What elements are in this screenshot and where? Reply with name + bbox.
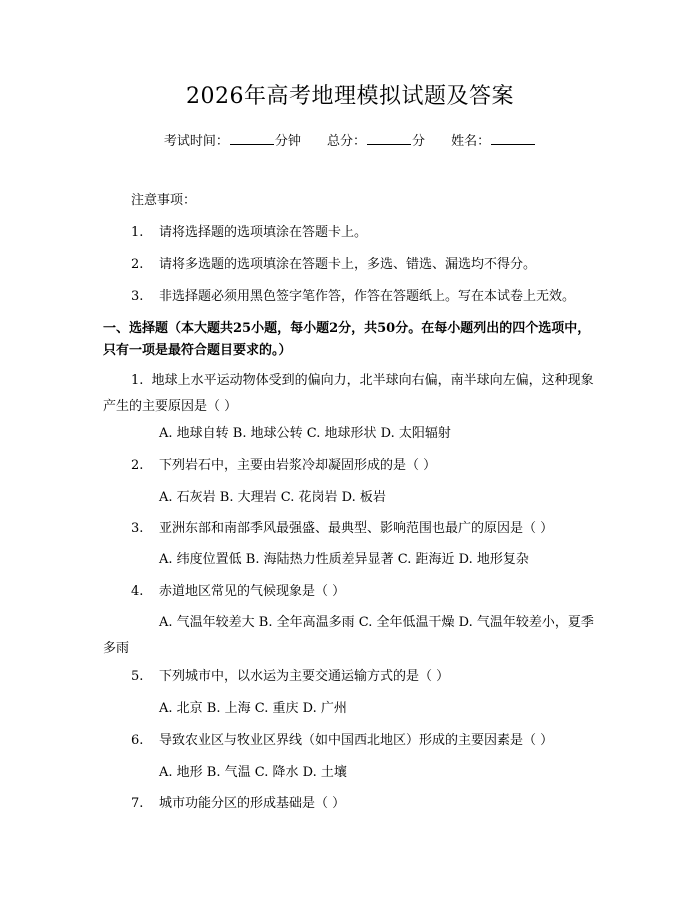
question (131, 668, 449, 686)
exam-meta (0, 132, 700, 151)
notice-heading: 注意事项： (131, 193, 197, 208)
question-number: 7. (131, 796, 144, 811)
notice-item-text: 请将选择题的选项填涂在答题卡上。 (159, 225, 368, 240)
score-unit: 分 (412, 134, 426, 149)
question (131, 520, 553, 538)
section-heading: 一、选择题（本大题共25小题，每小题2分，共50分。在每小题列出的四个选项中，只有一项是最符合题目要求的。） (103, 321, 591, 358)
question-number: 6. (131, 733, 144, 748)
question-stem: 城市功能分区的形成基础是（ ） (159, 796, 346, 811)
question-number: 5. (131, 669, 144, 684)
notice-item-text: 非选择题必须用黑色签字笔作答，作答在答题纸上。写在本试卷上无效。 (159, 289, 576, 304)
notice-item-number: 1. (131, 225, 144, 240)
notice-item (131, 224, 367, 242)
notice-item (131, 288, 575, 306)
question-options (103, 610, 603, 662)
question-options: A. 地形 B. 气温 C. 降水 D. 土壤 (159, 765, 347, 780)
question-number: 4. (131, 584, 144, 599)
question-stem: 地球上水平运动物体受到的偏向力，北半球向右偏，南半球向左偏，这种现象产生的主要原因是（ ） (103, 373, 594, 414)
page-title: 2026年高考地理模拟试题及答案 (186, 84, 514, 109)
question-options: A. 地球自转 B. 地球公转 C. 地球形状 D. 太阳辐射 (159, 426, 451, 441)
time-unit: 分钟 (274, 134, 301, 149)
question-stem: 亚洲东部和南部季风最强盛、最典型、影响范围也最广的原因是（ ） (159, 521, 554, 536)
time-label: 考试时间： (163, 134, 229, 149)
question-options-text: A. 气温年较差大 B. 全年高温多雨 C. 全年低温干燥 D. 气温年较差小，夏季多雨 (103, 615, 594, 656)
question (131, 583, 345, 601)
question-options: A. 北京 B. 上海 C. 重庆 D. 广州 (159, 701, 347, 716)
notice-item-number: 3. (131, 289, 144, 304)
time-blank (230, 132, 274, 145)
question-stem: 下列城市中，以水运为主要交通运输方式的是（ ） (159, 669, 450, 684)
question (131, 457, 436, 475)
question (131, 795, 345, 813)
question-number: 2. (131, 458, 144, 473)
notice-item (131, 256, 536, 274)
question-number: 1. (131, 373, 144, 388)
score-label: 总分： (326, 134, 366, 149)
question-options: A. 纬度位置低 B. 海陆热力性质差异显著 C. 距海近 D. 地形复杂 (159, 552, 529, 567)
question-number: 3. (131, 521, 144, 536)
question-stem: 导致农业区与牧业区界线（如中国西北地区）形成的主要因素是（ ） (159, 733, 554, 748)
question-stem: 下列岩石中，主要由岩浆冷却凝固形成的是（ ） (159, 458, 437, 473)
question (131, 732, 553, 750)
question-stem: 赤道地区常见的气候现象是（ ） (159, 584, 346, 599)
question-options: A. 石灰岩 B. 大理岩 C. 花岗岩 D. 板岩 (159, 490, 386, 505)
notice-item-text: 请将多选题的选项填涂在答题卡上，多选、错选、漏选均不得分。 (159, 257, 537, 272)
name-blank (491, 132, 535, 145)
question (103, 368, 603, 420)
name-label: 姓名： (451, 134, 491, 149)
notice-item-number: 2. (131, 257, 144, 272)
score-blank (367, 132, 411, 145)
